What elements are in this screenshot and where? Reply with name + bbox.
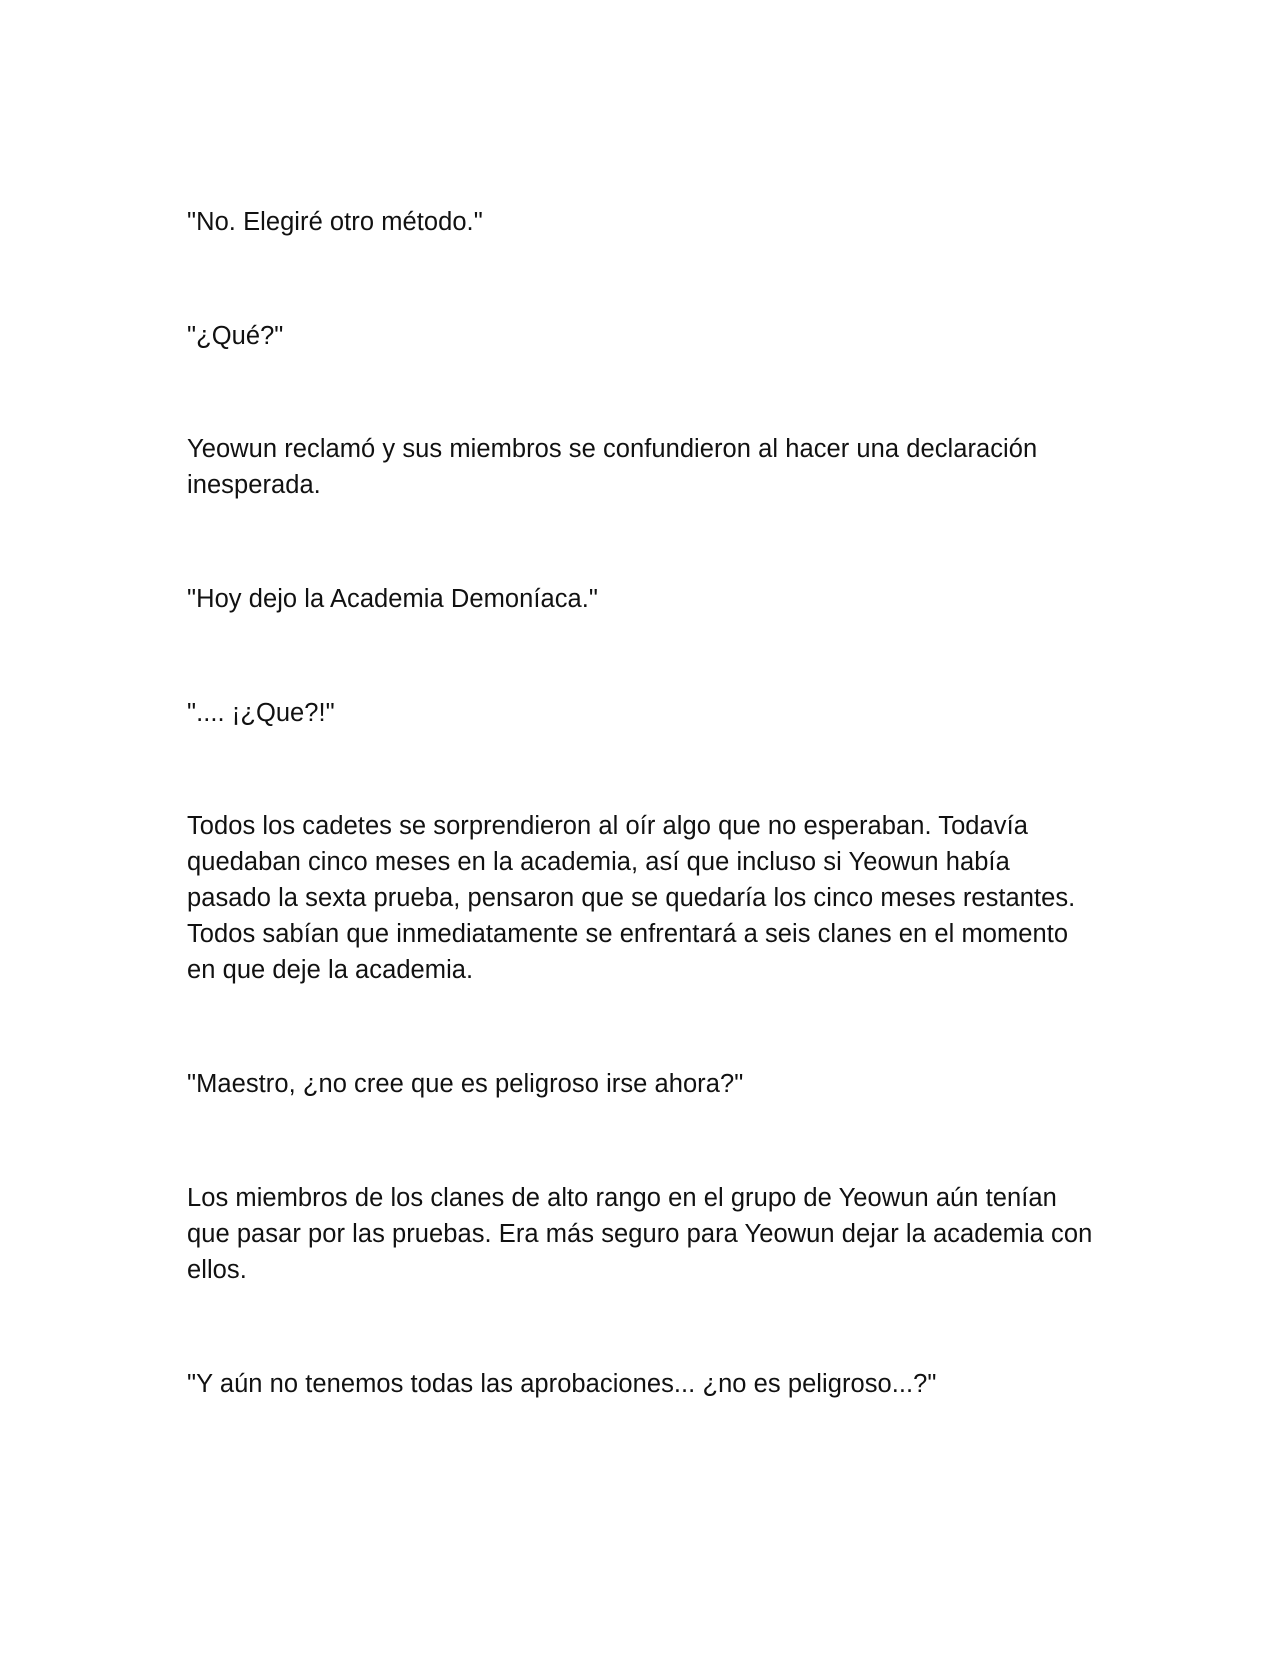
dialogue-paragraph: ".... ¡¿Que?!"	[187, 699, 335, 727]
dialogue-paragraph: "Maestro, ¿no cree que es peligroso irse ahora?"	[187, 1070, 744, 1098]
dialogue-paragraph: "Hoy dejo la Academia Demoníaca."	[187, 585, 598, 613]
narration-paragraph: Yeowun reclamó y sus miembros se confundieron al hacer una declaración inesperada.	[187, 435, 1038, 499]
dialogue-paragraph: "Y aún no tenemos todas las aprobaciones... ¿no es peligroso...?"	[187, 1370, 937, 1398]
dialogue-paragraph: "No. Elegiré otro método."	[187, 208, 483, 236]
narration-paragraph: Todos los cadetes se sorprendieron al oír algo que no esperaban. Todavía quedaban cinco meses en la academia, así que incluso si Yeowun había pasado la sexta prueba, pensaron que se quedaría los cinco meses restantes. Todos sabían que inmediatamente se enfrentará a seis clanes en el momento en que deje la academia.	[187, 812, 1076, 984]
narration-paragraph: Los miembros de los clanes de alto rango en el grupo de Yeowun aún tenían que pasar por las pruebas. Era más seguro para Yeowun dejar la academia con ellos.	[187, 1184, 1093, 1284]
dialogue-paragraph: "¿Qué?"	[187, 322, 284, 350]
